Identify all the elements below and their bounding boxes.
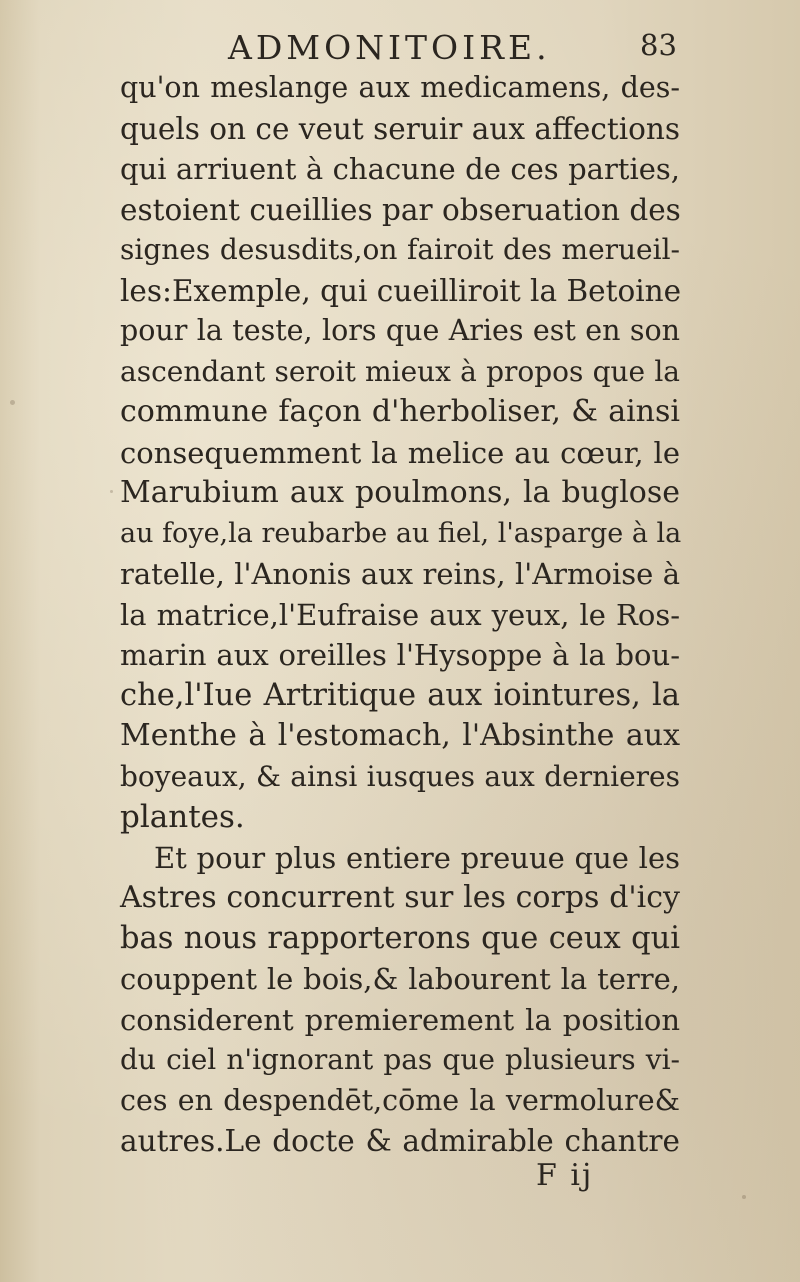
paragraph-start-line: Et pour plus entiere preuue que les	[154, 840, 680, 875]
text-line: commune façon d'herboliser, & ainsi	[120, 394, 680, 429]
paper-stain	[110, 490, 113, 493]
text-line: pour la teste, lors que Aries est en son	[120, 314, 680, 347]
page-header	[0, 28, 800, 72]
text-line: che,l'Iue Artritique aux iointures, la	[120, 677, 680, 713]
text-line: les:Exemple, qui cueilliroit la Betoine	[120, 273, 682, 308]
signature-mark: F ij	[536, 1158, 594, 1193]
paragraph-end-line: plantes.	[120, 799, 245, 835]
text-line: ratelle, l'Anonis aux reins, l'Armoise à	[120, 557, 680, 591]
text-line: ascendant seroit mieux à propos que la	[120, 354, 680, 388]
text-line: boyeaux, & ainsi iusques aux dernieres	[120, 759, 680, 793]
text-line: autres.Le docte & admirable chantre	[120, 1124, 680, 1158]
text-line: la matrice,l'Eufraise aux yeux, le Ros-	[120, 597, 680, 632]
text-line: qui arriuent à chacune de ces parties,	[120, 152, 680, 186]
text-line: marin aux oreilles l'Hysoppe à la bou-	[120, 638, 680, 672]
text-line: quels on ce veut seruir aux affections	[120, 111, 681, 146]
text-line: ces en despendēt,cōme la vermolure&	[120, 1083, 680, 1117]
paper-stain	[742, 1195, 746, 1199]
paper-stain	[10, 400, 15, 405]
running-title: ADMONITOIRE.	[228, 28, 551, 67]
text-line: Marubium aux poulmons, la buglose	[120, 475, 680, 510]
text-line: signes desusdits,on fairoit des merueil-	[120, 233, 680, 266]
text-line: consequemment la melice au cœur, le	[120, 435, 680, 470]
text-line: bas nous rapporterons que ceux qui	[120, 920, 680, 956]
page-number: 83	[640, 28, 677, 62]
text-line: qu'on meslange aux medicamens, des-	[120, 71, 680, 104]
text-line: Menthe à l'estomach, l'Absinthe aux	[120, 718, 680, 753]
body-text	[120, 68, 680, 1162]
text-line: considerent premierement la position	[120, 1002, 680, 1037]
text-line: au foye,la reubarbe au fiel, l'asparge à la	[120, 517, 682, 549]
text-line: du ciel n'ignorant pas que plusieurs vi-	[120, 1043, 680, 1076]
text-line: Astres concurrent sur les corps d'icy	[120, 880, 680, 915]
text-line: couppent le bois,& labourent la terre,	[120, 962, 680, 996]
text-line: estoient cueillies par obseruation des	[120, 192, 681, 227]
